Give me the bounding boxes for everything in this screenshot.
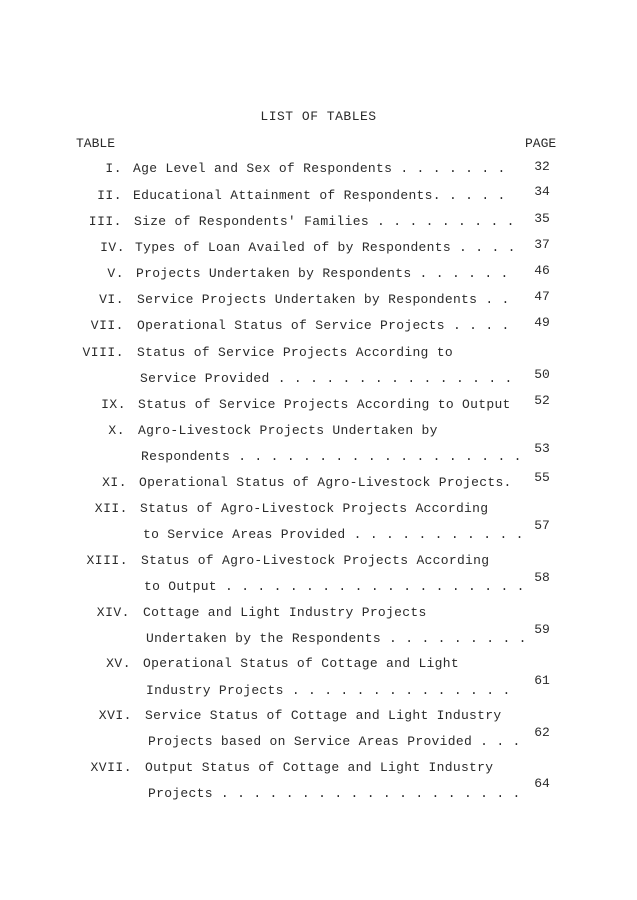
table-caption-line: Undertaken by the Respondents . . . . . . . . . xyxy=(146,631,527,646)
page-number: 57 xyxy=(534,518,550,533)
table-number: VI. xyxy=(99,292,124,307)
table-caption-line: Service Provided . . . . . . . . . . . . . . . xyxy=(140,371,513,386)
table-caption-line: Age Level and Sex of Respondents . . . . . . . xyxy=(133,161,506,176)
table-caption-line: Status of Agro-Livestock Projects According xyxy=(141,553,490,568)
page-number: 46 xyxy=(534,263,550,278)
table-caption-line: Status of Agro-Livestock Projects According xyxy=(140,501,489,516)
table-caption-line: to Service Areas Provided . . . . . . . . . . . xyxy=(143,527,524,542)
table-caption-line: Projects . . . . . . . . . . . . . . . . . . . xyxy=(148,786,521,801)
table-caption-line: Projects based on Service Areas Provided . . . xyxy=(148,734,521,749)
page-number: 35 xyxy=(534,211,550,226)
table-caption-line: Status of Service Projects According to Output xyxy=(138,397,511,412)
page-number: 64 xyxy=(534,776,550,791)
table-column-header: TABLE xyxy=(76,136,116,151)
table-caption-line: Service Projects Undertaken by Respondents . . xyxy=(137,292,510,307)
table-caption-line: Operational Status of Agro-Livestock Projects. xyxy=(139,475,512,490)
page-number: 50 xyxy=(534,367,550,382)
page-title: LIST OF TABLES xyxy=(260,109,377,124)
page-number: 59 xyxy=(534,622,550,637)
page-number: 49 xyxy=(534,315,550,330)
table-caption-line: Operational Status of Cottage and Light xyxy=(143,656,459,671)
page-column-header: PAGE xyxy=(525,136,557,151)
table-number: XIV. xyxy=(96,605,130,620)
page-number: 52 xyxy=(534,393,550,408)
page-number: 37 xyxy=(534,237,550,252)
table-caption-line: Projects Undertaken by Respondents . . . . . . xyxy=(136,266,509,281)
page-number: 58 xyxy=(534,570,550,585)
table-number: XI. xyxy=(102,475,127,490)
table-number: XV. xyxy=(106,656,131,671)
page-number: 55 xyxy=(534,470,550,485)
table-number: I. xyxy=(105,161,122,176)
table-number: XIII. xyxy=(86,553,128,568)
page-number: 61 xyxy=(534,673,550,688)
table-caption-line: Status of Service Projects According to xyxy=(137,345,453,360)
table-caption-line: Service Status of Cottage and Light Industry xyxy=(145,708,502,723)
page-number: 32 xyxy=(534,159,550,174)
table-number: III. xyxy=(88,214,122,229)
table-number: VII. xyxy=(90,318,124,333)
table-caption-line: Agro-Livestock Projects Undertaken by xyxy=(138,423,438,438)
table-number: II. xyxy=(97,188,122,203)
table-caption-line: Output Status of Cottage and Light Industry xyxy=(145,760,494,775)
table-caption-line: Respondents . . . . . . . . . . . . . . . . . . xyxy=(141,449,522,464)
table-caption-line: Types of Loan Availed of by Respondents . . . . xyxy=(135,240,516,255)
table-number: X. xyxy=(108,423,125,438)
table-number: VIII. xyxy=(82,345,124,360)
table-caption-line: Size of Respondents' Families . . . . . . . . . xyxy=(134,214,515,229)
table-number: XVII. xyxy=(90,760,132,775)
page-number: 47 xyxy=(534,289,550,304)
page-number: 53 xyxy=(534,441,550,456)
table-caption-line: Industry Projects . . . . . . . . . . . . . . xyxy=(146,683,511,698)
table-number: IX. xyxy=(101,397,126,412)
table-caption-line: Educational Attainment of Respondents. . . . . xyxy=(133,188,506,203)
page-number: 34 xyxy=(534,184,550,199)
table-number: V. xyxy=(107,266,124,281)
page-number: 62 xyxy=(534,725,550,740)
table-caption-line: Operational Status of Service Projects . . . . xyxy=(137,318,510,333)
table-caption-line: Cottage and Light Industry Projects xyxy=(143,605,427,620)
table-caption-line: to Output . . . . . . . . . . . . . . . . . . . xyxy=(144,579,525,594)
table-number: IV. xyxy=(100,240,125,255)
table-number: XVI. xyxy=(98,708,132,723)
table-number: XII. xyxy=(94,501,128,516)
